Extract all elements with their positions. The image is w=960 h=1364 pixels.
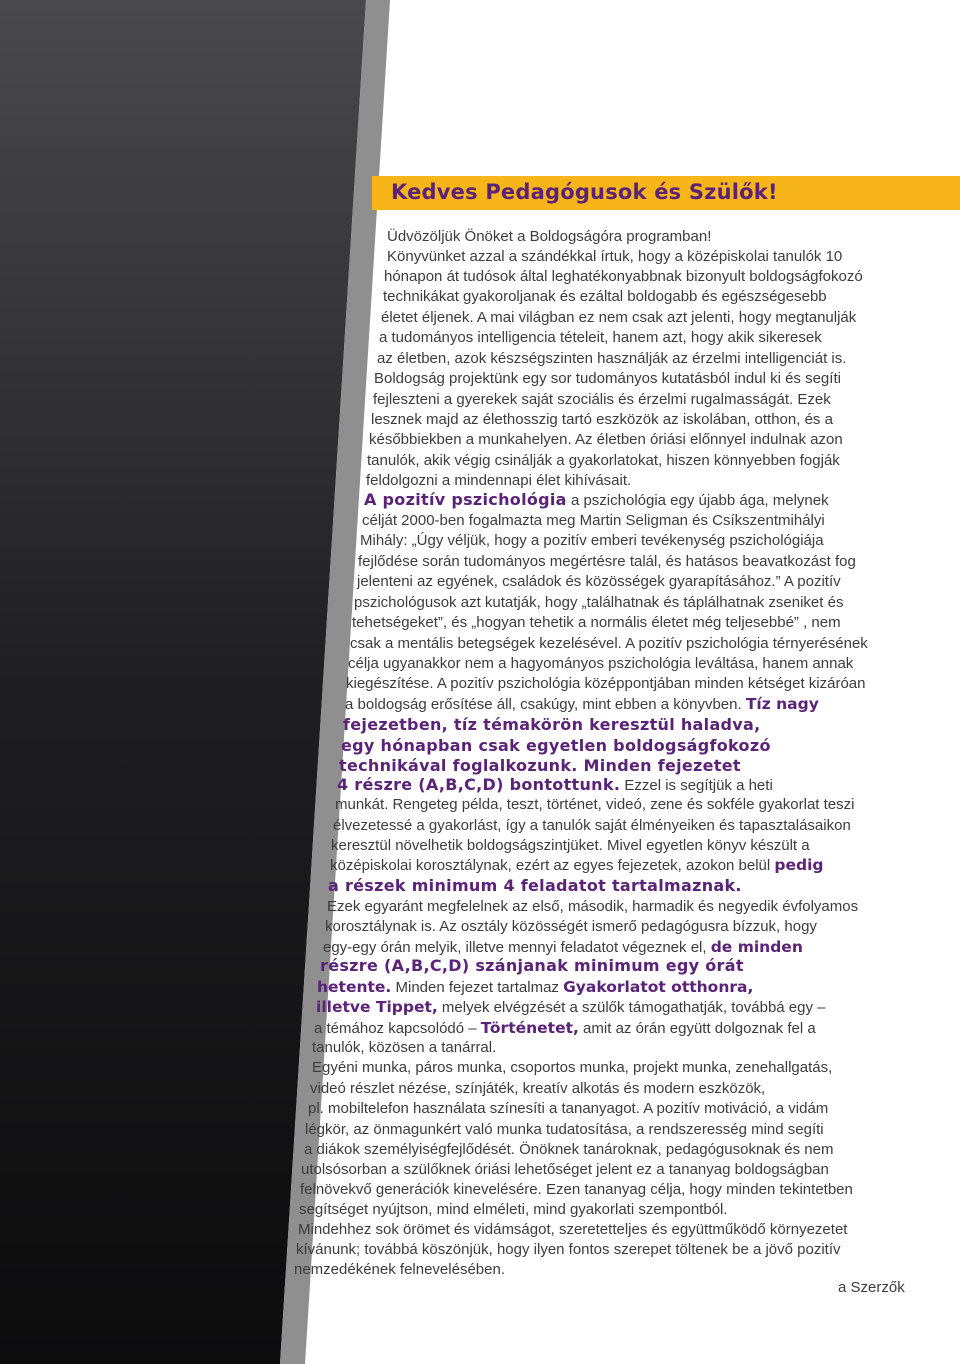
text-line [354, 593, 843, 613]
text-line [345, 694, 819, 715]
text-line [367, 451, 840, 471]
text-line [305, 1120, 824, 1140]
text-line [384, 267, 863, 287]
highlight-text: illetve Tippet, [316, 998, 438, 1016]
text-line [299, 1200, 728, 1220]
text-line [341, 736, 771, 757]
text-run: a boldogság erősítése áll, csakúgy, mint ebben a könyvben. [345, 696, 746, 713]
page-title: Kedves Pedagógusok és Szülők! [391, 180, 778, 204]
text-line [339, 756, 741, 777]
text-run: lesznek majd az élethosszig tartó eszközök az iskolában, otthon, és a [371, 411, 833, 428]
text-run: Üdvözöljük Önöket a Boldogságóra programban! [387, 228, 712, 245]
text-run: Ezek egyaránt megfelelnek az első, második, harmadik és negyedik évfolyamos [327, 898, 859, 915]
text-run: csak a mentális betegségek kezelésével. A pozitív pszichológia térnyerésének [350, 635, 868, 652]
highlight-text: részre (A,B,C,D) szánjanak minimum egy órát [320, 956, 744, 975]
text-line [337, 775, 773, 796]
text-line [377, 349, 846, 369]
text-line [323, 937, 803, 958]
text-line [371, 410, 833, 430]
text-run: kiegészítése. A pozitív pszichológia középpontjában minden kétséget kizáróan [346, 675, 866, 692]
text-run: célja ugyanakkor nem a hagyományos pszichológia leváltása, hanem annak [348, 655, 854, 672]
highlight-text: A pozitív pszichológia [364, 490, 567, 509]
text-line [333, 816, 851, 836]
text-run: Könyvünket azzal a szándékkal írtuk, hogy a középiskolai tanulók 10 [387, 248, 843, 265]
text-run: munkát. Rengeteg példa, teszt, történet, videó, zene és sokféle gyakorlat teszi [335, 796, 855, 813]
text-line [362, 511, 825, 531]
text-line [387, 247, 842, 267]
text-line [327, 897, 858, 917]
text-line [373, 390, 831, 410]
text-run: légkör, az önmagunkért való munka tudatosítása, a rendszeresség mind segíti [305, 1121, 824, 1138]
text-line [366, 471, 631, 491]
text-line [312, 1038, 496, 1058]
text-line [300, 1180, 853, 1200]
text-run: technikákat gyakoroljanak és ezáltal boldogabb és egészségesebb [383, 288, 827, 305]
highlight-text: pedig [774, 856, 824, 874]
text-run: tehetségeket”, és „hogyan tehetik a normális életet még teljesebbé” , nem [352, 614, 841, 631]
text-run: felnövekvő generációk kinevelésére. Ezen tananyag célja, hogy minden tekintetben [300, 1181, 853, 1198]
text-run: célját 2000-ben fogalmazta meg Martin Seligman és Csíkszentmihályi [362, 512, 825, 529]
text-run: középiskolai korosztálynak, ezért az egyes fejezetek, azokon belül [330, 857, 775, 874]
text-run: nemzedékének felnevelésében. [294, 1261, 505, 1278]
text-line [383, 287, 827, 307]
text-line [328, 876, 742, 897]
highlight-text: egy hónapban csak egyetlen boldogságfokozó [341, 736, 771, 755]
text-line [301, 1160, 829, 1180]
text-run: melyek elvégzését a szülők támogathatják, továbbá egy – [437, 999, 826, 1016]
text-line [381, 308, 856, 328]
text-run: kívánunk; továbbá köszönjük, hogy ilyen fontos szerepet töltenek be a jövő pozitív [296, 1241, 841, 1258]
text-line [331, 836, 810, 856]
text-line [310, 1079, 765, 1099]
highlight-text: technikával foglalkozunk. Minden fejezetet [339, 756, 741, 775]
text-run: az életben, azok készségszinten használják az érzelmi intelligenciát is. [377, 350, 847, 367]
text-line [317, 977, 753, 998]
text-run: pszichológusok azt kutatják, hogy „találhatnak és táplálhatnak zseniket és [354, 594, 844, 611]
text-line [352, 613, 841, 633]
text-run: Boldogság projektünk egy sor tudományos kutatásból indul ki és segíti [374, 370, 841, 387]
text-line [304, 1140, 834, 1160]
text-run: Mihály: „Úgy véljük, hogy a pozitív emberi tevékenység pszichológiája [360, 532, 824, 549]
text-run: korosztálynak is. Az osztály közösségét ismerő pedagógusra bízzuk, hogy [325, 918, 817, 935]
text-line [387, 227, 711, 247]
text-line [374, 369, 841, 389]
text-line [335, 795, 854, 815]
text-run: pl. mobiltelefon használata színesíti a tananyagot. A pozitív motiváció, a vidám [308, 1100, 829, 1117]
text-run: feldolgozni a mindennapi élet kihívásait. [366, 472, 632, 489]
text-run: a pszichológia egy újabb ága, melynek [566, 492, 829, 509]
text-run: a témához kapcsolódó – [314, 1020, 481, 1037]
highlight-text: 4 részre (A,B,C,D) bontottunk. [337, 775, 621, 794]
text-line [294, 1260, 505, 1280]
text-line [314, 1018, 816, 1039]
text-run: jelenteni az egyének, családok és közösségek gyarapításához.” A pozitív [357, 573, 841, 590]
highlight-text: Történetet, [480, 1019, 579, 1037]
text-run: utolsósorban a szülőknek óriási lehetőséget jelent ez a tananyag boldogságban [301, 1161, 829, 1178]
text-line [350, 634, 868, 654]
text-line [308, 1099, 828, 1119]
text-line [325, 917, 817, 937]
highlight-text: Gyakorlatot otthonra, [563, 978, 754, 996]
text-run: hónapon át tudósok által leghatékonyabbnak bizonyult boldogságfokozó [384, 268, 863, 285]
text-line [364, 490, 829, 511]
text-run: videó részlet nézése, színjáték, kreatív alkotás és modern eszközök, [310, 1080, 766, 1097]
highlight-text: Tíz nagy [745, 695, 819, 713]
text-run: fejlődése során tudományos megértésre talál, és hatásos beavatkozást fog [358, 553, 856, 570]
text-line [360, 531, 824, 551]
text-run: Mindehhez sok örömet és vidámságot, szeretetteljes és együttműködő környezetet [298, 1221, 848, 1238]
highlight-text: hetente. [317, 978, 392, 996]
text-line [369, 430, 843, 450]
text-line [312, 1058, 832, 1078]
text-run: élvezetessé a gyakorlást, így a tanulók saját élményeiken és tapasztalásaikon [333, 817, 851, 834]
text-run: életet éljenek. A mai világban ez nem csak azt jelenti, hogy megtanulják [381, 309, 857, 326]
text-line [296, 1240, 841, 1260]
text-line [379, 328, 822, 348]
text-run: Ezzel is segítjük a heti [620, 777, 773, 794]
signature: a Szerzők [838, 1279, 905, 1296]
text-run: a tudományos intelligencia tételeit, hanem azt, hogy akik sikeresek [379, 329, 822, 346]
highlight-text: a részek minimum 4 feladatot tartalmaznak. [328, 876, 742, 895]
text-run: segítséget nyújtson, mind elméleti, mind gyakorlati szempontból. [299, 1201, 728, 1218]
text-line [320, 956, 744, 977]
text-run: egy-egy órán melyik, illetve mennyi feladatot végeznek el, [323, 939, 711, 956]
text-line [343, 715, 761, 736]
text-line [316, 997, 826, 1018]
text-run: Egyéni munka, páros munka, csoportos munka, projekt munka, zenehallgatás, [312, 1059, 833, 1076]
text-run: amit az órán együtt dolgoznak fel a [578, 1020, 816, 1037]
text-run: fejleszteni a gyerekek saját szociális és érzelmi rugalmasságát. Ezek [373, 391, 831, 408]
highlight-text: de minden [710, 938, 803, 956]
text-line [330, 855, 824, 876]
text-line [348, 654, 853, 674]
highlight-text: fejezetben, tíz témakörön keresztül haladva, [343, 715, 761, 734]
text-run: Minden fejezet tartalmaz [391, 979, 564, 996]
text-run: tanulók, akik végig csinálják a gyakorlatokat, hiszen könnyebben fogják [367, 452, 840, 469]
text-run: a diákok személyiségfejlődését. Önöknek tanároknak, pedagógusoknak és nem [304, 1141, 834, 1158]
text-line [358, 552, 856, 572]
text-run: keresztül növelhetik boldogságszintjüket. Mivel egyetlen könyv készült a [331, 837, 810, 854]
text-run: későbbiekben a munkahelyen. Az életben óriási előnnyel indulnak azon [369, 431, 843, 448]
text-run: tanulók, közösen a tanárral. [312, 1039, 497, 1056]
text-line [298, 1220, 847, 1240]
text-line [357, 572, 841, 592]
text-line [346, 674, 866, 694]
